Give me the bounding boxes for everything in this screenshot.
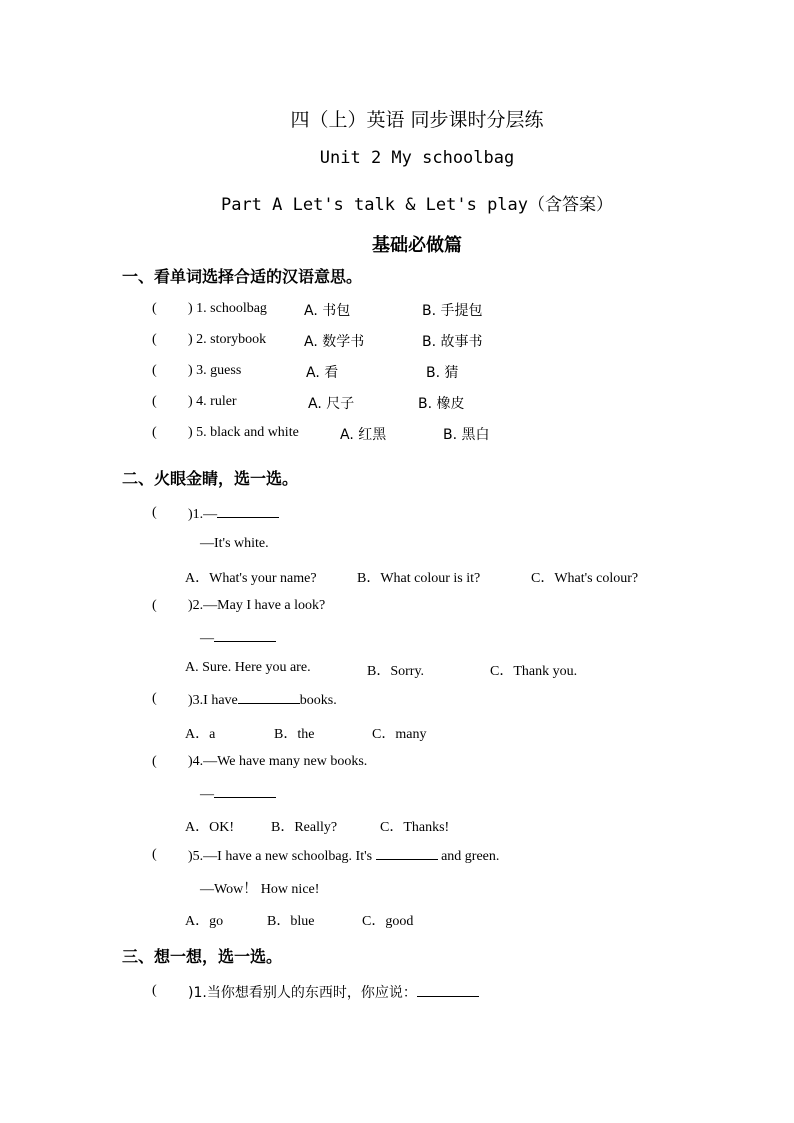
section3-heading: 三、想一想，选一选。 [122, 947, 283, 966]
answer-paren: ( [152, 332, 157, 347]
answer-blank [376, 847, 438, 860]
item-word: ) 3. guess [188, 363, 242, 378]
answer-blank [214, 785, 276, 798]
item-word: ) 1. schoolbag [188, 301, 267, 316]
question-stem: )4.—We have many new books. [188, 754, 368, 769]
option-b: B. 手提包 [422, 303, 483, 319]
option-a: A. 看 [306, 365, 339, 381]
option-b: B. 橡皮 [418, 396, 465, 412]
option-b: B. 故事书 [422, 334, 483, 350]
option-c: C．Thanks! [380, 820, 450, 835]
option-a: A. 红黑 [340, 427, 387, 443]
part-title: Part A Let's talk & Let's play（含答案） [220, 195, 614, 215]
unit-title: Unit 2 My schoolbag [319, 148, 515, 168]
level-title: 基础必做篇 [372, 235, 462, 256]
question-stem: )1.当你想看别人的东西时，你应说： [188, 982, 479, 1002]
option-a: A. 书包 [304, 303, 351, 319]
question-reply: —Wow！ How nice! [200, 882, 320, 897]
option-a: A. Sure. Here you are. [185, 660, 311, 675]
option-a: A．What's your name? [185, 571, 317, 586]
question-reply: — [200, 785, 276, 803]
option-a: A．a [185, 727, 216, 742]
answer-blank [214, 629, 276, 642]
question-stem: )2.—May I have a look? [188, 598, 326, 613]
option-b: B. 黑白 [443, 427, 490, 443]
answer-paren: ( [152, 598, 157, 613]
answer-paren: ( [152, 691, 157, 706]
answer-paren: ( [152, 505, 157, 520]
option-a: A. 尺子 [308, 396, 355, 412]
option-c: C．good [362, 914, 414, 929]
answer-paren: ( [152, 754, 157, 769]
option-b: B．blue [267, 914, 315, 929]
answer-paren: ( [152, 301, 157, 316]
option-b: B．Really? [271, 820, 338, 835]
option-b: B．Sorry. [367, 664, 425, 679]
page-title: 四（上）英语 同步课时分层练 [290, 109, 544, 131]
option-a: A．OK! [185, 820, 234, 835]
option-c: C．What's colour? [531, 571, 639, 586]
option-b: B．the [274, 727, 315, 742]
section2-heading: 二、火眼金睛，选一选。 [122, 469, 299, 488]
answer-blank [217, 505, 279, 518]
option-b: B. 猜 [426, 365, 459, 381]
answer-paren: ( [152, 983, 157, 998]
question-stem: )1.— [188, 505, 279, 523]
option-a: A. 数学书 [304, 334, 365, 350]
answer-blank [417, 984, 479, 997]
option-c: C．many [372, 727, 427, 742]
option-c: C．Thank you. [490, 664, 578, 679]
answer-blank [238, 691, 300, 704]
item-word: ) 4. ruler [188, 394, 237, 409]
item-word: ) 2. storybook [188, 332, 267, 347]
answer-paren: ( [152, 394, 157, 409]
answer-paren: ( [152, 363, 157, 378]
item-word: ) 5. black and white [188, 425, 299, 440]
section1-heading: 一、看单词选择合适的汉语意思。 [122, 267, 363, 286]
option-a: A．go [185, 914, 224, 929]
answer-paren: ( [152, 425, 157, 440]
question-stem: )3.I have books. [188, 693, 337, 708]
question-reply: —It's white. [200, 536, 269, 551]
answer-paren: ( [152, 847, 157, 862]
option-b: B．What colour is it? [357, 571, 481, 586]
question-reply: — [200, 629, 276, 647]
question-stem: )5.—I have a new schoolbag. It's and green. [188, 849, 500, 864]
